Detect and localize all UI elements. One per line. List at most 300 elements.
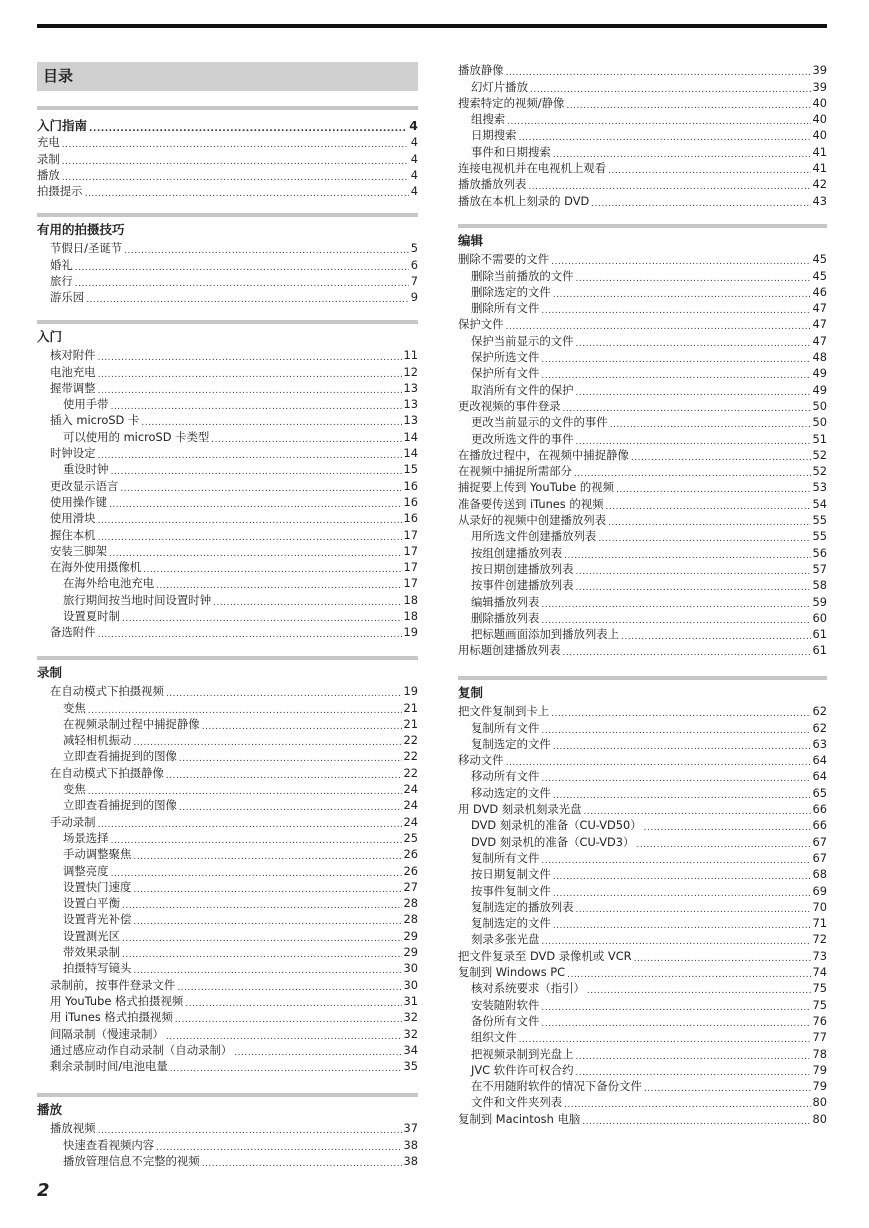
toc-entry[interactable] [458,626,827,642]
dot-leader [576,387,811,395]
toc-entry[interactable] [37,273,418,289]
entry-title: 入门指南 [37,118,88,133]
dot-leader [519,1034,811,1042]
toc-entry[interactable] [458,1062,827,1078]
entry-page: 73 [812,948,827,963]
dot-leader [582,1116,810,1124]
toc-entry[interactable] [37,716,418,732]
toc-entry[interactable] [458,316,827,332]
toc-entry[interactable] [458,127,827,143]
entry-title: 剩余录制时间/电池电量 [50,1059,168,1074]
dot-leader [541,370,810,378]
toc-entry[interactable] [37,115,418,134]
dot-leader [62,139,409,147]
toc-entry[interactable] [458,365,827,381]
toc-section [37,213,418,305]
entry-title: 幻灯片播放 [471,79,528,94]
toc-entry[interactable] [458,1110,827,1126]
entry-page: 66 [812,818,827,833]
entry-page: 4 [410,167,418,182]
toc-entry[interactable] [37,944,418,960]
dot-leader [122,949,402,957]
toc-entry[interactable] [37,927,418,943]
toc-entry[interactable] [458,300,827,316]
dot-leader [553,920,811,928]
entry-page: 22 [403,765,418,780]
entry-page: 40 [812,128,827,143]
entry-page: 65 [812,785,827,800]
toc-entry[interactable] [37,879,418,895]
toc-entry[interactable] [458,349,827,365]
entry-title: 使用手带 [63,397,109,412]
toc-entry[interactable] [458,931,827,947]
entry-page: 39 [812,79,827,94]
entry-page: 42 [812,177,827,192]
entry-title: 间隔录制（慢速录制） [50,1026,164,1041]
toc-entry[interactable] [458,1029,827,1045]
entry-title: 准备要传送到 iTunes 的视频 [458,496,604,511]
entry-page: 13 [403,413,418,428]
entry-page: 46 [812,284,827,299]
entry-title: 安装随附软件 [471,997,540,1012]
entry-title: 立即查看捕捉到的图像 [63,749,177,764]
entry-page: 68 [812,867,827,882]
entry-title: 用 YouTube 格式拍摄视频 [50,993,184,1008]
entry-title: 事件和日期搜索 [471,144,551,159]
dot-leader [89,123,407,131]
toc-entry[interactable] [37,526,418,542]
toc-entry[interactable] [458,947,827,963]
toc-entry[interactable] [37,895,418,911]
dot-leader [576,566,811,574]
toc-section [37,1093,418,1169]
toc-section [37,656,418,1074]
toc-entry[interactable] [37,477,418,493]
dot-leader [553,289,811,297]
dot-leader [185,998,401,1006]
toc-entry[interactable] [458,1094,827,1110]
toc-entry[interactable] [458,332,827,348]
toc-entry[interactable] [458,143,827,159]
entry-page: 45 [812,252,827,267]
entry-page: 22 [403,733,418,748]
entry-title: 用 iTunes 格式拍摄视频 [50,1010,173,1025]
entry-page: 37 [403,1121,418,1136]
toc-entry[interactable] [458,610,827,626]
entry-title: 设置背光补偿 [63,912,132,927]
toc-entry[interactable] [458,1045,827,1061]
entry-page: 59 [812,594,827,609]
toc-entry[interactable] [458,996,827,1012]
entry-page: 45 [812,268,827,283]
toc-entry[interactable] [458,593,827,609]
entry-page: 17 [403,576,418,591]
toc-entry[interactable] [458,964,827,980]
entry-page: 25 [403,830,418,845]
entry-title: 播放在本机上刻录的 DVD [458,193,590,208]
entry-title: 复制选定的文件 [471,736,551,751]
entry-page: 51 [812,431,827,446]
entry-page: 43 [812,193,827,208]
dot-leader [636,839,810,847]
dot-leader [62,172,409,180]
entry-title: 拍摄提示 [37,184,83,199]
entry-title: 把文件复制到卡上 [458,704,550,719]
toc-entry[interactable] [37,240,418,256]
toc-entry[interactable] [458,62,827,78]
toc-entry[interactable] [458,430,827,446]
toc-entry[interactable] [37,428,418,444]
toc-entry[interactable] [458,980,827,996]
entry-title: 游乐园 [50,290,85,305]
entry-title: 快速查看视频内容 [63,1137,155,1152]
toc-entry[interactable] [458,719,827,735]
entry-page: 48 [812,350,827,365]
entry-page: 50 [812,415,827,430]
dot-leader [616,484,810,492]
dot-leader [553,790,811,798]
toc-entry[interactable] [37,862,418,878]
entry-page: 11 [403,348,418,363]
toc-entry[interactable] [37,1025,418,1041]
dot-leader [644,1083,811,1091]
toc-entry[interactable] [37,412,418,428]
dot-leader [541,354,810,362]
dot-leader [541,1018,810,1026]
entry-title: DVD 刻录机的准备（CU-VD3） [471,834,635,849]
entry-page: 55 [812,529,827,544]
toc-entry[interactable] [37,732,418,748]
dot-leader [506,67,811,75]
toc-entry[interactable] [458,1013,827,1029]
toc-entry[interactable] [458,736,827,752]
toc-entry[interactable] [37,830,418,846]
toc-entry[interactable] [458,784,827,800]
dot-leader [98,532,402,540]
entry-title: 播放静像 [458,63,504,78]
toc-entry[interactable] [458,561,827,577]
entry-title: 设置夏时制 [63,609,120,624]
entry-page: 56 [812,545,827,560]
entry-page: 4 [410,135,418,150]
entry-title: 在播放过程中，在视频中捕捉静像 [458,447,629,462]
toc-entry[interactable] [37,1009,418,1025]
toc-entry[interactable] [37,624,418,640]
entry-title: 删除不需要的文件 [458,252,550,267]
entry-title: 设置白平衡 [63,896,120,911]
dot-leader [98,385,402,393]
section-rule [458,676,827,680]
toc-entry[interactable] [37,150,418,166]
entry-page: 57 [812,561,827,576]
entry-title: 播放管理信息不完整的视频 [63,1153,200,1168]
toc-entry[interactable] [458,899,827,915]
toc-entry[interactable] [458,866,827,882]
toc-entry[interactable] [458,160,827,176]
toc-entry[interactable] [458,251,827,267]
toc-entry[interactable] [458,512,827,528]
dot-leader [179,753,402,761]
entry-title: 旅行 [50,273,73,288]
toc-entry[interactable] [458,479,827,495]
entry-title: 带效果录制 [63,945,120,960]
toc-entry[interactable] [37,167,418,183]
entry-page: 16 [403,478,418,493]
entry-page: 40 [812,95,827,110]
dot-leader [98,369,402,377]
entry-page: 14 [403,429,418,444]
toc-entry[interactable] [37,396,418,412]
toc-entry[interactable] [37,1153,418,1169]
entry-title: 播放 [37,167,60,182]
entry-page: 75 [812,997,827,1012]
toc-entry[interactable] [37,960,418,976]
toc-entry[interactable] [458,528,827,544]
dot-leader [608,517,810,525]
toc-entry[interactable] [37,134,418,150]
toc-entry[interactable] [458,882,827,898]
toc-entry[interactable] [458,267,827,283]
dot-leader [506,757,811,765]
toc-entry[interactable] [37,797,418,813]
entry-title: 更改所选文件的事件 [471,431,574,446]
toc-entry[interactable] [458,642,827,658]
entry-title: 复制所有文件 [471,720,540,735]
toc-entry[interactable] [37,289,418,305]
entry-title: 复制所有文件 [471,850,540,865]
dot-leader [75,278,409,286]
toc-entry[interactable] [37,1120,418,1136]
entry-page: 19 [403,684,418,699]
dot-leader [122,613,402,621]
entry-title: 备选附件 [50,625,96,640]
toc-entry[interactable] [37,846,418,862]
toc-entry[interactable] [458,111,827,127]
entry-title: 刻录多张光盘 [471,932,540,947]
toc-entry[interactable] [37,183,418,199]
dot-leader [576,904,811,912]
dot-leader [563,403,811,411]
entry-page: 6 [410,257,418,272]
entry-page: 61 [812,627,827,642]
section-rule [458,224,827,228]
toc-entry[interactable] [458,577,827,593]
entry-title: 安装三脚架 [50,543,107,558]
toc-entry[interactable] [458,78,827,94]
toc-entry[interactable] [458,833,827,849]
toc-entry[interactable] [37,363,418,379]
section-rule [37,320,418,324]
entry-page: 9 [410,290,418,305]
toc-entry[interactable] [458,414,827,430]
dot-leader [88,705,402,713]
dot-leader [634,953,811,961]
toc-entry[interactable] [458,192,827,208]
entry-page: 27 [403,879,418,894]
toc-entry[interactable] [458,768,827,784]
toc-entry[interactable] [37,347,418,363]
entry-title: 录制 [37,151,60,166]
dot-leader [166,1031,402,1039]
entry-title: 手动录制 [50,814,96,829]
entry-page: 29 [403,928,418,943]
entry-title: 删除所有文件 [471,301,540,316]
entry-title: 使用滑块 [50,511,96,526]
toc-entry[interactable] [37,461,418,477]
toc-entry[interactable] [458,915,827,931]
toc-entry[interactable] [458,703,827,719]
entry-title: JVC 软件许可权合约 [471,1062,574,1077]
entry-page: 17 [403,560,418,575]
entry-title: 按事件创建播放列表 [471,578,574,593]
dot-leader [606,501,811,509]
top-rule [37,24,827,28]
toc-entry[interactable] [37,699,418,715]
dot-leader [166,770,402,778]
toc-entry[interactable] [458,398,827,414]
entry-title: 把视频录制到光盘上 [471,1046,574,1061]
entry-page: 7 [410,273,418,288]
dot-leader [156,580,401,588]
toc-entry[interactable] [37,1042,418,1058]
toc-entry[interactable] [37,813,418,829]
dot-leader [551,708,810,716]
toc-entry[interactable] [458,1078,827,1094]
entry-title: 用标题创建播放列表 [458,643,561,658]
entry-page: 34 [403,1042,418,1057]
dot-leader [141,417,401,425]
section-rule [37,213,418,217]
entry-title: 按事件复制文件 [471,883,551,898]
entry-page: 49 [812,366,827,381]
entry-title: 用 DVD 刻录机刻录光盘 [458,802,582,817]
entry-page: 13 [403,380,418,395]
toc-entry[interactable] [37,993,418,1009]
entry-page: 62 [812,704,827,719]
entry-title: 移动文件 [458,753,504,768]
dot-leader [576,338,811,346]
entry-page: 38 [403,1153,418,1168]
dot-leader [133,965,401,973]
dot-leader [576,1051,811,1059]
toc-entry[interactable] [458,463,827,479]
section-heading: 入门 [37,329,63,344]
toc-entry[interactable] [458,284,827,300]
dot-leader [111,868,402,876]
entry-title: 搜索特定的视频/静像 [458,95,565,110]
toc-entry[interactable] [458,495,827,511]
entry-page: 40 [812,112,827,127]
toc-section [37,106,418,199]
entry-title: 复制选定的播放列表 [471,899,574,914]
toc-entry[interactable] [37,494,418,510]
dot-leader [574,468,811,476]
entry-title: 重设时钟 [63,462,109,477]
entry-title: 保护所选文件 [471,350,540,365]
dot-leader [551,256,810,264]
entry-title: 移动所有文件 [471,769,540,784]
toc-entry[interactable] [458,752,827,768]
toc-entry[interactable] [458,95,827,111]
entry-title: 从录好的视频中创建播放列表 [458,513,607,528]
dot-leader [608,165,810,173]
toc-entry[interactable] [37,748,418,764]
entry-title: 取消所有文件的保护 [471,382,574,397]
dot-leader [111,835,402,843]
entry-title: 调整亮度 [63,863,109,878]
toc-entry[interactable] [458,850,827,866]
toc-entry[interactable] [37,608,418,624]
entry-title: 节假日/圣诞节 [50,241,123,256]
toc-entry[interactable] [458,544,827,560]
toc-entry[interactable] [458,381,827,397]
toc-entry[interactable] [458,801,827,817]
toc-entry[interactable] [37,445,418,461]
entry-page: 41 [812,144,827,159]
entry-page: 50 [812,398,827,413]
toc-entry[interactable] [37,764,418,780]
entry-page: 70 [812,899,827,914]
dot-leader [576,436,811,444]
toc-entry[interactable] [37,543,418,559]
entry-title: 把文件复录至 DVD 录像机或 VCR [458,948,632,963]
toc-entry[interactable] [37,683,418,699]
toc-entry[interactable] [458,176,827,192]
section-heading: 播放 [37,1102,63,1117]
toc-entry[interactable] [37,559,418,575]
dot-leader [177,982,401,990]
toc-entry[interactable] [458,817,827,833]
toc-entry[interactable] [37,380,418,396]
toc-entry[interactable] [37,1136,418,1152]
entry-page: 60 [812,610,827,625]
dot-leader [576,273,811,281]
toc-entry[interactable] [37,256,418,272]
toc-entry[interactable] [37,976,418,992]
dot-leader [213,597,401,605]
entry-title: 插入 microSD 卡 [50,413,140,428]
dot-leader [507,116,810,124]
entry-page: 77 [812,1030,827,1045]
toc-entry[interactable] [37,1058,418,1074]
entry-title: 在海外使用摄像机 [50,560,142,575]
entry-page: 80 [812,1111,827,1126]
entry-page: 28 [403,896,418,911]
toc-entry[interactable] [37,575,418,591]
entry-page: 54 [812,496,827,511]
entry-page: 21 [403,700,418,715]
entry-title: 时钟设定 [50,446,96,461]
dot-leader [528,181,810,189]
toc-section [458,62,827,209]
toc-entry[interactable] [458,447,827,463]
entry-page: 5 [410,241,418,256]
entry-title: 设置测光区 [63,928,120,943]
dot-leader [202,721,402,729]
toc-entry[interactable] [37,781,418,797]
toc-entry[interactable] [37,911,418,927]
toc-entry[interactable] [37,510,418,526]
dot-leader [553,149,811,157]
dot-leader [553,871,811,879]
toc-entry[interactable] [37,591,418,607]
entry-title: 通过感应动作自动录制（自动录制） [50,1042,233,1057]
entry-title: 旅行期间按当地时间设置时钟 [63,592,212,607]
entry-title: 保护文件 [458,317,504,332]
dot-leader [98,819,402,827]
entry-page: 24 [403,782,418,797]
entry-title: 连接电视机并在电视机上观看 [458,161,607,176]
